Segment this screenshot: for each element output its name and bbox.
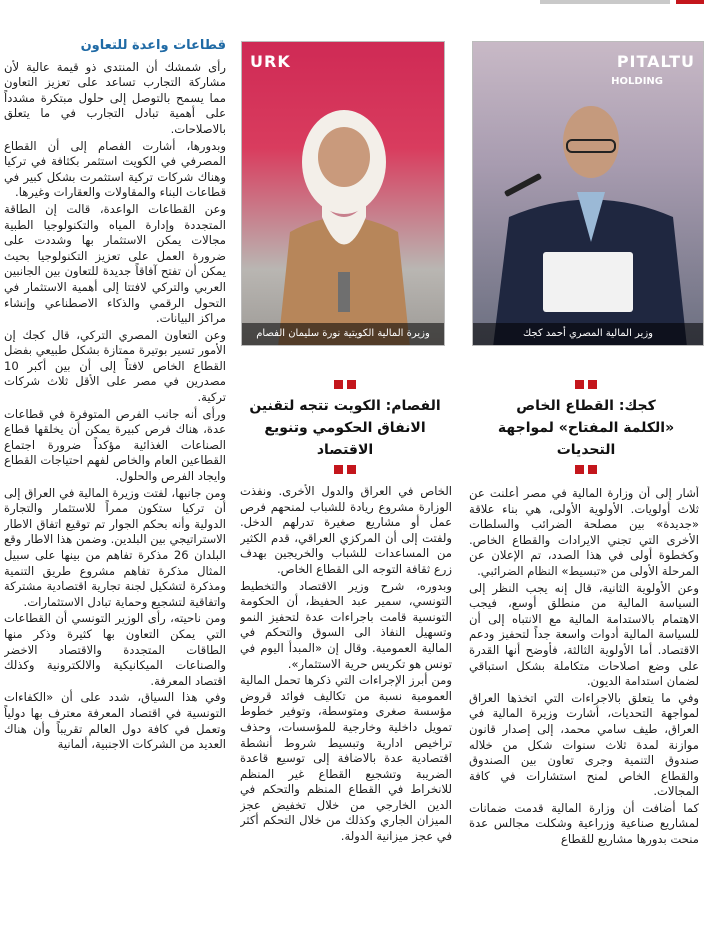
middle-column [240, 484, 452, 939]
right-column [469, 486, 699, 941]
photo-banner-text: URK [250, 52, 291, 71]
right-paragraph-2: وعن الأولوية الثانية، قال إنه يجب النظر إلى السياسة المالية من منطلق أوسع، فيجب الاهتمام بالاستدامة المالية مع الانتباه إلى أن للسياسة المالية أدوات واسعة جداً لتحفيز ودعم الاقتصاد. أما الأولوية الثالثة، فأوضح أنها القدرة على وضع اصلاحات متكاملة بشكل استباقي لضمان استدامة الديون. [469, 580, 699, 689]
right-paragraph-3: وفي ما يتعلق بالاجراءات التي اتخذها العراق لمواجهة التحديات، أشارت وزيرة المالية في العراق، طيف سامي محمد، إلى إصدار قانون موازنة لمدة ثلاث سنوات شكل من خلاله صندوق التنمية وجرى تعاون بين الصندوق والقطاع الخاص لمنح استشارات في كافة المجالات. [469, 690, 699, 799]
left-paragraph-5: ورأى أنه جانب الفرص المتوفرة في قطاعات عدة، هناك فرص كبيرة يمكن أن يخلقها قطاع الصناعات الغذائية مؤكداً ضرورة اجتماع القطاعين العام والخاص لفهم احتياجات القطاع وايجاد الفرص والحلول. [4, 406, 226, 484]
photo-caption-egypt: وزير المالية المصري أحمد كجك [473, 323, 703, 345]
headline-fassam [240, 380, 450, 474]
photo-caption-kuwait: وزيرة المالية الكويتية نورة سليمان الفصام [242, 323, 444, 345]
right-paragraph-1: أشار إلى أن وزارة المالية في مصر أعلنت عن ثلاث أولويات. الأولوية الأولى، هي بناء علاقة «جديدة» بين مصلحة الضرائب والسلطات الأخرى التي تجني الايرادات والقطاع الخاص. وكخطوة أولى في هذا الصدد، تم الإعلان عن المرحلة الأولى من «تبسيط» النظام الضرائبي. [469, 486, 699, 578]
photo-banner-subtext: HOLDING [611, 76, 663, 87]
headline-kajak [470, 380, 702, 474]
headline-kajak-line-2: «الكلمة المفتاح» لمواجهة التحديات [497, 420, 675, 458]
left-paragraph-4: وعن التعاون المصري التركي، قال كجك إن الأمور تسير بوتيرة ممتازة بشكل طبيعي بفضل القطاع الخاص لافتاً إلى أن بين أكبر 10 مصدرين في مصر على الأقل ثلاث شركات تركية. [4, 327, 226, 405]
left-paragraph-3: وعن القطاعات الواعدة، قالت إن الطاقة المتجددة وإدارة المياه والتكنولوجيا الطبية مجالات يمكن الاستثمار بها وشددت على ضرورة العمل على تعزيز التكنولوجيا بحيث يمكن أن تفتح آفاقاً جديدة للتعاون بين الجانبين العربي والتركي لافتتا إلى أهمية الاستثمار في التحول الرقمي والذكاء الاصطناعي وإنشاء مراكز البيانات. [4, 201, 226, 326]
headline-marker [240, 465, 450, 474]
headline-kajak-line-1: كجك: القطاع الخاص [516, 398, 656, 414]
photo-kuwait-minister [241, 41, 445, 346]
mid-paragraph-3: ومن أبرز الإجراءات التي ذكرها تحمل المالية العمومية نسبة من تكاليف فوائد قروض مؤسسة صغرى ومتوسطة، وتوفير خطوط تمويل داخلية وخارجية للمؤسسات، وحذف تراخيص ادارية وتبسيط شروط أنشطة اقتصادية عدة بالاضافة إلى توسيع قاعدة الضريبة وتشجيع القطاع غير المنظم للانخراط في القطاع المنظم والتحكم في الدين الخارجي من خلال تخفيض عجز الميزان الجاري وكذلك من خلال التحكم أكثر في عجز ميزانية الدولة. [240, 673, 452, 844]
left-paragraph-2: وبدورها، أشارت الفصام إلى أن القطاع المصرفي في الكويت استثمر بكثافة في تركيا وهناك شركات تركية استثمرت بشكل كبير في قطاعات البناء والمقاولات والعقارات وغيرها. [4, 138, 226, 200]
mid-paragraph-2: وبدوره، شرح وزير الاقتصاد والتخطيط التونسي، سمير عبد الحفيظ، أن الحكومة التونسية قامت باجراءات عدة لتحفيز النمو وتسهيل النفاذ الى السوق والتحكم في المالية العمومية. وقال إن «المبدأ اليوم في تونس هو تكريس حرية الاستثمار». [240, 578, 452, 671]
photo-egypt-minister [472, 41, 704, 346]
left-paragraph-8: وفي هذا السياق، شدد على أن «الكفاءات التونسية في اقتصاد المعرفة معترف بها دولياً وتعمل في كافة دول العالم تقريباً وأن هناك العديد من الشركات الاجنبية، ألمانية [4, 690, 226, 752]
headline-marker [470, 465, 702, 474]
headline-marker [240, 380, 450, 389]
left-paragraph-7: ومن ناحيته، رأى الوزير التونسي أن القطاعات التي يمكن التعاون بها كثيرة وذكر منها الطاقات المتجددة والاقتصاد الاخضر والصناعات الميكانيكية والالكترونية وكذلك اقتصاد المعرفة. [4, 611, 226, 688]
minister-figure-illustration [473, 42, 704, 346]
left-paragraph-1: رأى شمشك أن المنتدى ذو قيمة عالية لأن مشاركة التجارب تساعد على تعزيز التعاون مما يسمح بالتوصل إلى حلول مبتكرة مشدداً على أهمية تبادل التجارب في ما يتعلق بالاصلاحات. [4, 59, 226, 136]
left-paragraph-6: ومن جانبها، لفتت وزيرة المالية في العراق إلى أن تركيا ستكون ممراً للاستثمار والتجارة الدولية وأنه بحكم الجوار تم توقيع اتفاق الاطار الاستراتيجي بين البلدين. وضمن هذا الاطار وقع البلدان 26 مذكرة تفاهم من بينها على سبيل المثال مذكرة تفاهم مشروع طريق التنمية ومذكرة لتشكيل لجنة تجارية اقتصادية مشتركة واتفاقية لتشجيع وحماية تبادل الاستثمارات. [4, 485, 226, 609]
headline-fassam-line-1: الفصام: الكويت تتجه لتقنين [249, 398, 441, 414]
right-paragraph-4: كما أضافت أن وزارة المالية قدمت ضمانات لمشاريع صناعية وزراعية وشكلت مجالس عدة منحت بدورها مشاريع للقطاع [469, 800, 699, 847]
section-title: قطاعات واعدة للتعاون [80, 38, 226, 53]
mid-paragraph-1: الخاص في العراق والدول الأخرى. ونفذت الوزارة مشروع ريادة للشباب لمنحهم فرص عمل أو مشاريع صغيرة تدرلهم الدخل. ولفتت إلى أن المركزي العراقي، قدم الكثير من المساعدات للشباب والخريجين بهدف زرع ثقافة التوجه الى القطاع الخاص. [240, 484, 452, 576]
headline-marker [470, 380, 702, 389]
left-column [4, 38, 226, 943]
minister-figure-illustration [242, 42, 445, 346]
top-accent-bar [0, 0, 704, 6]
photo-banner-text: PITALTU [616, 52, 695, 71]
headline-fassam-line-2: الانفاق الحكومي وتنويع الاقتصاد [264, 420, 426, 458]
